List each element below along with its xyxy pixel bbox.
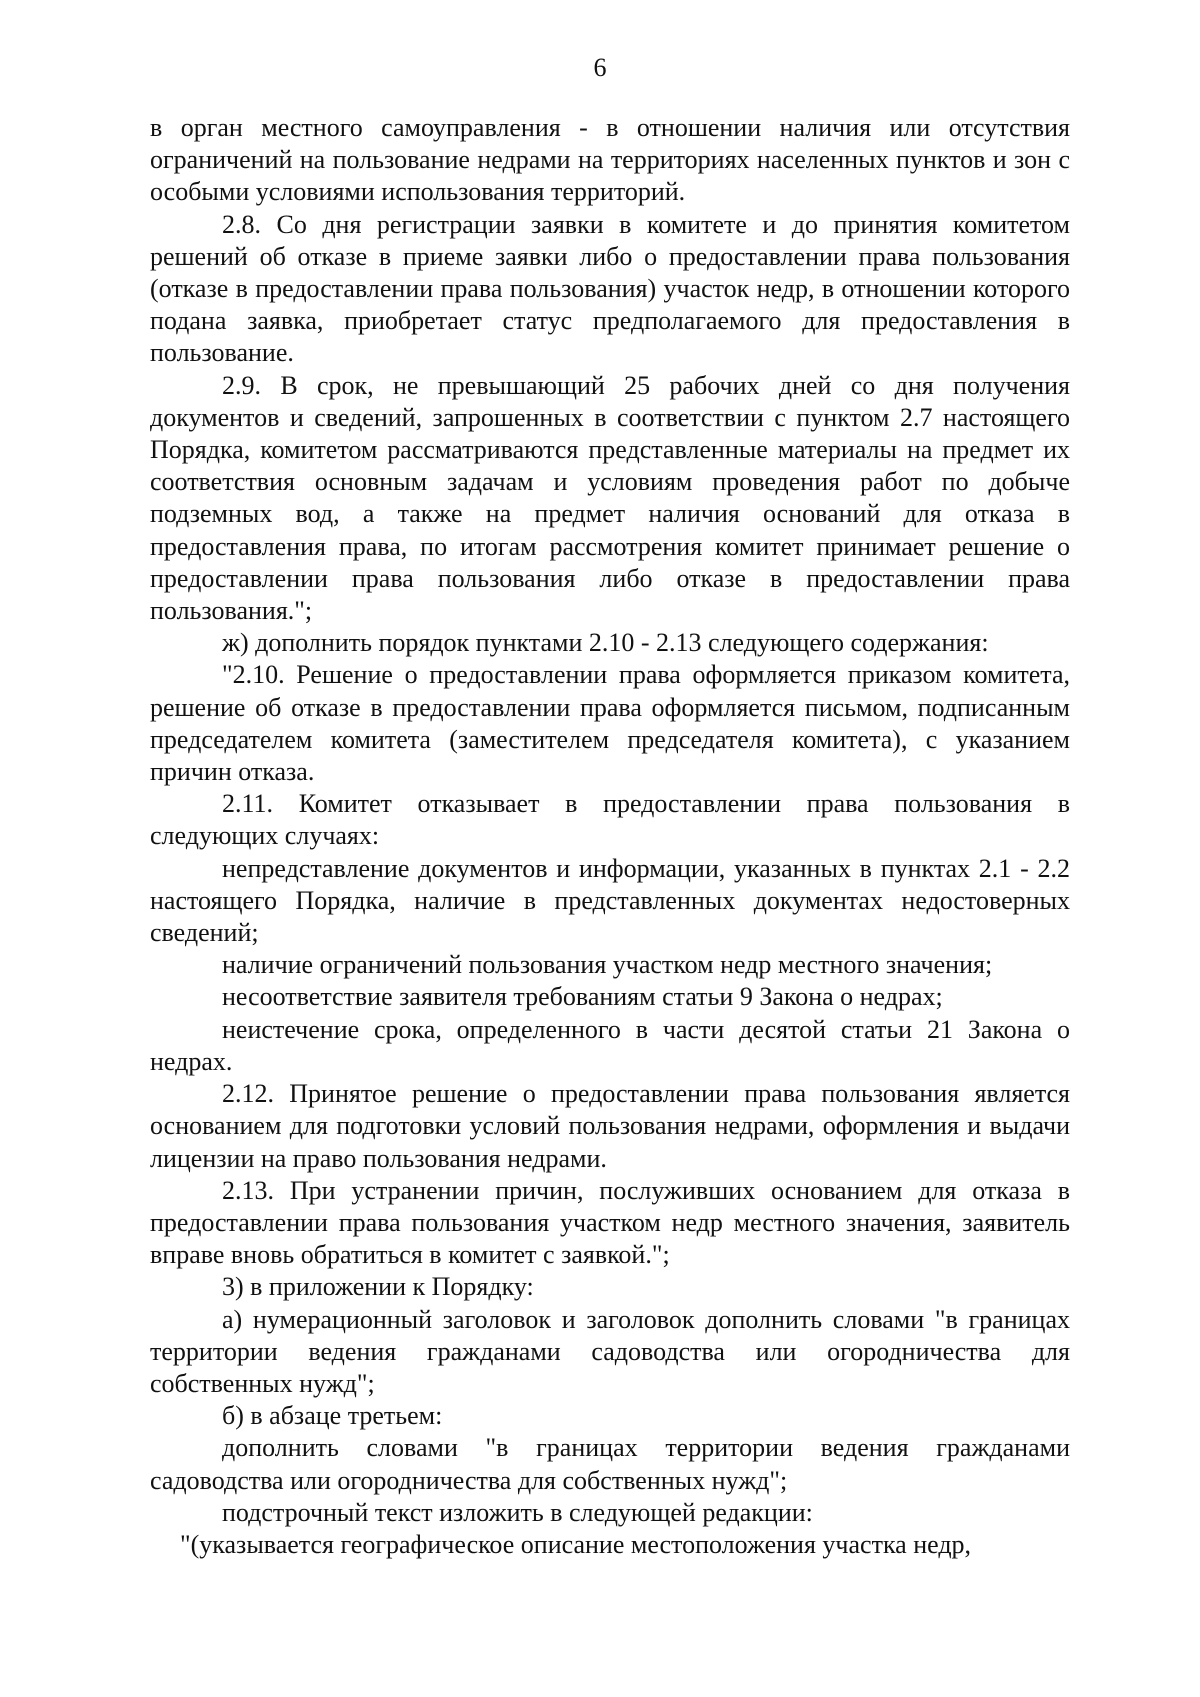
paragraph-clause-2-12: 2.12. Принятое решение о предоставлении права пользования является основанием для подготовки условий пользования недрами, оформления и выдачи лицензии на право пользования недрами.: [150, 1079, 1070, 1173]
paragraph-item-3: 3) в приложении к Порядку:: [222, 1272, 534, 1302]
paragraph-clause-2-11: 2.11. Комитет отказывает в предоставлении права пользования в следующих случаях:: [150, 789, 1070, 851]
paragraph-subitem-b: б) в абзаце третьем:: [222, 1401, 443, 1431]
paragraph: в орган местного самоуправления - в отношении наличия или отсутствия ограничений на пользование недрами на территориях населенных пунктов и зон с особыми условиями использования территорий.: [150, 113, 1070, 207]
paragraph: подстрочный текст изложить в следующей редакции:: [222, 1497, 813, 1527]
paragraph-subitem-a: а) нумерационный заголовок и заголовок дополнить словами "в границах территории ведения гражданами садоводства или огородничества для собственных нужд";: [150, 1304, 1070, 1398]
list-item-refusal-reason: неистечение срока, определенного в части десятой статьи 21 Закона о недрах.: [150, 1014, 1070, 1076]
paragraph: дополнить словами "в границах территории ведения гражданами садоводства или огородничества для собственных нужд";: [150, 1433, 1070, 1495]
paragraph-quote: "(указывается географическое описание местоположения участка недр,: [180, 1529, 972, 1559]
paragraph-amendment-zh: ж) дополнить порядок пунктами 2.10 - 2.13 следующего содержания:: [222, 628, 989, 658]
paragraph-clause-2-13: 2.13. При устранении причин, послуживших основанием для отказа в предоставлении права пользования участком недр местного значения, заявитель вправе вновь обратиться в комитет с заявкой.";: [150, 1175, 1070, 1270]
document-body: [150, 112, 1070, 1561]
paragraph-clause-2-10: "2.10. Решение о предоставлении права оформляется приказом комитета, решение об отказе в предоставлении права оформляется письмом, подписанным председателем комитета (заместителем председателя комитета), с указанием причин отказа.: [150, 660, 1070, 787]
list-item-refusal-reason: несоответствие заявителя требованиям статьи 9 Закона о недрах;: [222, 982, 943, 1012]
page-number: 6: [593, 53, 607, 82]
paragraph-clause-2-8: 2.8. Со дня регистрации заявки в комитете и до принятия комитетом решений об отказе в приеме заявки либо о предоставлении права пользования (отказе в предоставлении права пользования) участок недр, в отношении которого подана заявка, приобретает статус предполагаемого для предоставления в пользование.: [150, 209, 1070, 368]
paragraph-clause-2-9: 2.9. В срок, не превышающий 25 рабочих дней со дня получения документов и сведений, запрошенных в соответствии с пунктом 2.7 настоящего Порядка, комитетом рассматриваются представленные материалы на предмет их соответствия основным задачам и условиям проведения работ по добыче подземных вод, а также на предмет наличия оснований для отказа в предоставления права, по итогам рассмотрения комитет принимает решение о предоставлении права пользования либо отказе в предоставлении права пользования.";: [150, 370, 1070, 626]
list-item-refusal-reason: непредставление документов и информации, указанных в пунктах 2.1 - 2.2 настоящего Порядка, наличие в представленных документах недостоверных сведений;: [150, 853, 1070, 948]
list-item-refusal-reason: наличие ограничений пользования участком недр местного значения;: [222, 950, 993, 980]
